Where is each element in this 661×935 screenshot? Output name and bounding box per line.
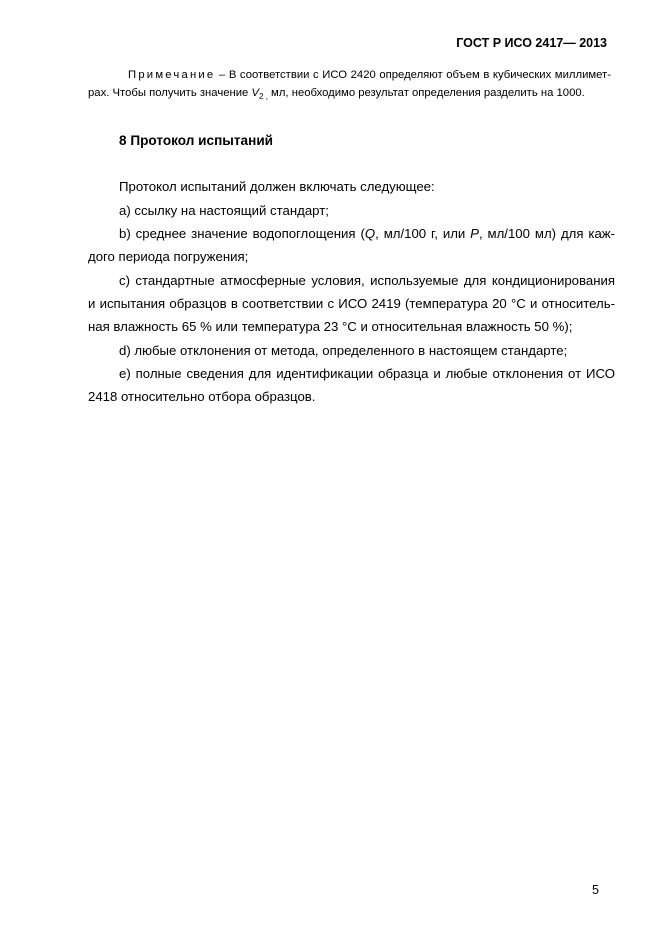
list-item-a: а) ссылку на настоящий стандарт;	[119, 203, 329, 218]
item-b-text-2: , мл/100 г, или	[375, 226, 471, 241]
item-b-text-3: , мл/100 мл) для каж-	[478, 226, 615, 241]
list-item-c-line-1: с) стандартные атмосферные условия, используемые для кондиционирования	[119, 273, 615, 288]
note-text-2-suffix: , необходимо результат определения разделить на 1000.	[285, 87, 585, 99]
list-item-d: d) любые отклонения от метода, определенного в настоящем стандарте;	[119, 343, 568, 358]
item-b-symbol-p: P	[470, 226, 479, 241]
note-variable-unit: мл	[267, 87, 286, 99]
list-item-e-line-2: 2418 относительно отбора образцов.	[88, 389, 316, 404]
page-header-standard-id: ГОСТ Р ИСО 2417— 2013	[456, 36, 607, 50]
list-item-c-line-3: ная влажность 65 % или температура 23 °С и относительная влажность 50 %);	[88, 319, 573, 334]
list-item-b-line-1	[88, 225, 615, 243]
list-item-b-line-2: дого периода погружения;	[88, 249, 249, 264]
page-number: 5	[592, 883, 599, 897]
list-item-e-line-1: е) полные сведения для идентификации образца и любые отклонения от ИСО	[119, 366, 615, 381]
note-text-2-prefix: рах. Чтобы получить значение	[88, 87, 252, 99]
note-line-2	[88, 85, 611, 102]
note-variable-symbol: V	[251, 87, 260, 99]
intro-paragraph: Протокол испытаний должен включать следующее:	[119, 179, 435, 194]
note-variable-subscript: 2 ,	[259, 92, 268, 101]
note-label: Примечание	[128, 69, 216, 81]
section-title: 8 Протокол испытаний	[119, 133, 274, 148]
list-item-c-line-2: и испытания образцов в соответствии с ИСО 2419 (температура 20 °С и относитель-	[88, 296, 615, 311]
item-b-symbol-q: Q	[364, 226, 376, 241]
note-text-1: – В соответствии с ИСО 2420 определяют объем в кубических миллимет-	[215, 69, 611, 81]
item-b-text-1: b) среднее значение водопоглощения (	[119, 226, 365, 241]
note-line-1	[88, 67, 611, 83]
